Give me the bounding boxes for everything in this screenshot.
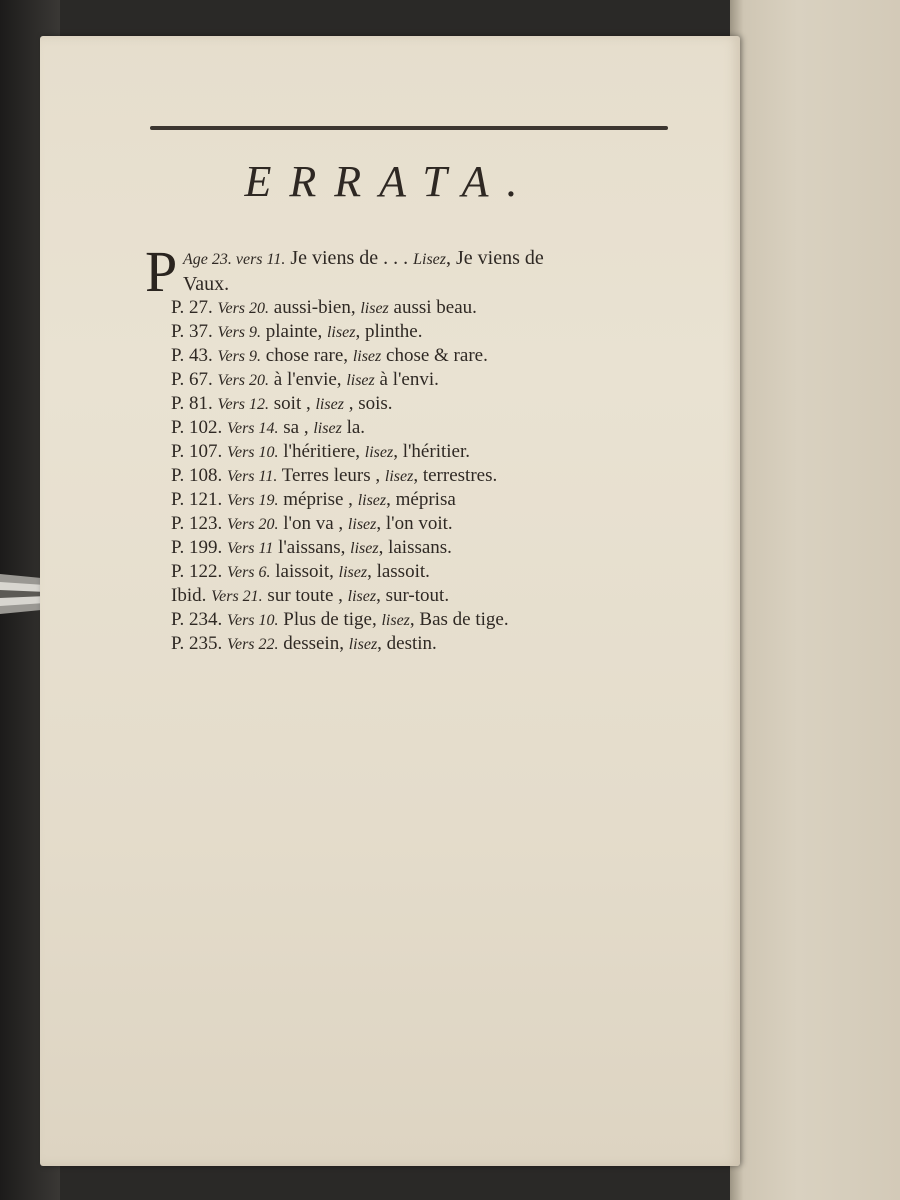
errata-entry: [145, 320, 705, 344]
entry-vers: Vers 9.: [217, 324, 262, 341]
entry-after: chose & rare.: [381, 345, 488, 366]
entry-page: P. 43.: [171, 345, 213, 366]
entry-before: laissoit,: [270, 561, 339, 582]
entry-before: l'on va ,: [278, 513, 348, 534]
entry-after: à l'envi.: [374, 369, 439, 390]
entry-after: la.: [341, 417, 366, 438]
entry-after: aussi beau.: [388, 297, 477, 318]
entry-lisez: lisez: [313, 420, 342, 437]
entry-vers: Vers 12.: [217, 396, 270, 413]
entry-before: sa ,: [278, 417, 314, 438]
entry-lisez: lisez: [346, 372, 375, 389]
entry-after: , destin.: [377, 633, 437, 654]
entry-after: , l'héritier.: [393, 441, 470, 462]
entry-before: sur toute ,: [262, 585, 348, 606]
entry-lisez: lisez: [384, 468, 414, 485]
entry-lisez: lisez: [360, 300, 389, 317]
entry-vers: Vers 20.: [217, 300, 270, 317]
entry-continuation: Vaux.: [183, 273, 230, 295]
page-title: ERRATA.: [244, 157, 536, 206]
entry-vers: Vers 22.: [226, 636, 279, 653]
entry-page: P. 235.: [171, 633, 223, 654]
entry-lisez: lisez: [315, 396, 344, 413]
entry-before: Terres leurs ,: [277, 465, 385, 486]
entry-page: Ibid.: [171, 585, 207, 606]
entry-lisez: lisez: [326, 324, 356, 341]
errata-entry: [145, 536, 705, 560]
entry-lisez: lisez: [364, 444, 394, 461]
entry-after: , plinthe.: [355, 321, 423, 342]
errata-entry: [145, 368, 705, 392]
entry-page: P. 107.: [171, 441, 223, 462]
entry-before: l'aissans,: [273, 537, 351, 558]
drop-cap: P: [145, 239, 178, 304]
entry-correction: , Je viens de: [446, 247, 544, 269]
errata-entry: [145, 392, 705, 416]
entry-before: à l'envie,: [269, 369, 347, 390]
entry-page: P. 37.: [171, 321, 213, 342]
entry-lisez: lisez: [338, 564, 368, 581]
entry-before: méprise ,: [278, 489, 358, 510]
entry-lisez: lisez: [357, 492, 387, 509]
errata-entry: [145, 632, 705, 656]
errata-entry: [145, 296, 705, 320]
entry-page: P. 123.: [171, 513, 223, 534]
book-page: [40, 36, 740, 1166]
entry-lisez: lisez: [381, 612, 410, 629]
entry-vers: Vers 6.: [226, 564, 271, 581]
entry-page: P. 81.: [171, 393, 213, 414]
entry-before: Plus de tige,: [278, 609, 382, 630]
entry-after: , sois.: [343, 393, 393, 414]
entry-after: , méprisa: [386, 489, 456, 510]
entry-before: dessein,: [278, 633, 349, 654]
errata-entry: [145, 560, 705, 584]
entry-page: P. 121.: [171, 489, 223, 510]
entry-lisez: lisez: [352, 348, 382, 365]
entry-after: , laissans.: [378, 537, 452, 558]
entry-lisez: lisez: [347, 516, 377, 533]
entry-page: P. 27.: [171, 297, 213, 318]
entry-vers: Vers 11.: [226, 468, 278, 485]
entry-before: l'héritiere,: [278, 441, 365, 462]
entry-page: P. 122.: [171, 561, 223, 582]
entry-page: P. 67.: [171, 369, 213, 390]
errata-list: [145, 239, 705, 656]
entry-vers: Vers 10.: [226, 444, 279, 461]
errata-entry-first: [145, 239, 705, 304]
entry-vers: Vers 20.: [226, 516, 279, 533]
errata-entry: [145, 488, 705, 512]
entry-after: , lassoit.: [367, 561, 430, 582]
header-rule: [150, 126, 668, 130]
entry-page: P. 108.: [171, 465, 223, 486]
entry-before: soit ,: [269, 393, 316, 414]
errata-entry: [145, 344, 705, 368]
entry-after: , terrestres.: [413, 465, 498, 486]
entry-vers: Vers 20.: [217, 372, 270, 389]
entry-text: Je viens de . . .: [285, 247, 414, 269]
entry-before: plainte,: [261, 321, 327, 342]
entry-page: P. 234.: [171, 609, 223, 630]
entry-lisez: Lisez: [413, 251, 447, 268]
entry-after: , sur-tout.: [376, 585, 450, 606]
errata-entry: [145, 512, 705, 536]
entry-ref: Age 23. vers 11.: [183, 251, 286, 268]
entry-lisez: lisez: [347, 588, 377, 605]
facing-page: [730, 0, 900, 1200]
entry-after: , Bas de tige.: [409, 609, 509, 630]
errata-entry: [145, 440, 705, 464]
entry-page: P. 102.: [171, 417, 223, 438]
entry-lisez: lisez: [350, 540, 379, 557]
errata-entry: [145, 464, 705, 488]
entry-vers: Vers 14.: [226, 420, 279, 437]
entry-after: , l'on voit.: [376, 513, 453, 534]
entry-vers: Vers 9.: [217, 348, 262, 365]
entry-before: aussi-bien,: [269, 297, 361, 318]
entry-vers: Vers 10.: [226, 612, 279, 629]
errata-entry: [145, 416, 705, 440]
entry-vers: Vers 21.: [211, 588, 263, 605]
entry-lisez: lisez: [348, 636, 378, 653]
errata-entry: [145, 608, 705, 632]
entry-vers: Vers 19.: [226, 492, 279, 509]
entry-vers: Vers 11: [226, 540, 274, 557]
errata-entry: [145, 584, 705, 608]
entry-page: P. 199.: [171, 537, 223, 558]
entry-before: chose rare,: [261, 345, 353, 366]
